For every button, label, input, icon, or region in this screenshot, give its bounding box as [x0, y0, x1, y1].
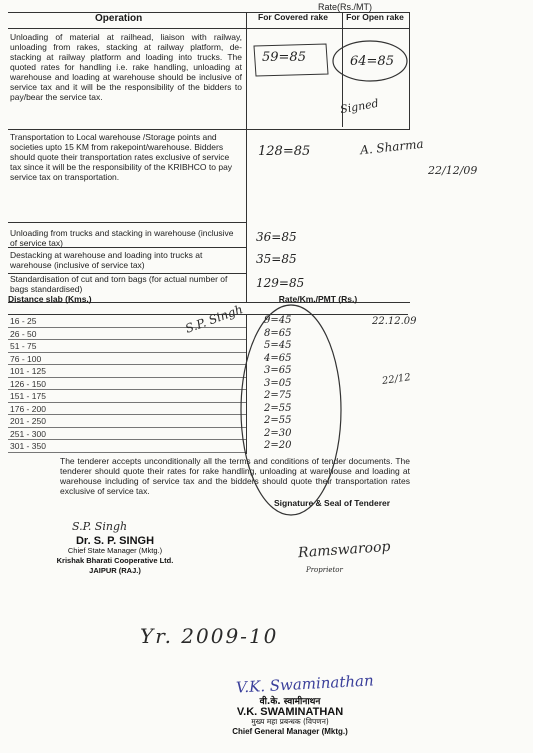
distance-rate-2: 8=65	[264, 327, 292, 339]
slab-row-divider	[8, 364, 246, 365]
operation-row-5-text: Standardisation of cut and torn bags (for actual number of bags standardised)	[10, 274, 228, 294]
distance-slab-9: 201 - 250	[10, 416, 46, 426]
slab-row-divider	[8, 402, 246, 403]
distance-rate-10: 2=30	[264, 427, 292, 439]
distance-rate-5: 3=65	[264, 365, 292, 376]
column-operation-header: Operation	[95, 13, 143, 24]
seal-bottom-designation: Chief General Manager (Mktg.)	[232, 727, 348, 736]
distance-rate-3: 5=45	[264, 340, 292, 351]
distance-rate-4: 4=65	[264, 352, 292, 364]
seal-place: JAIPUR (RAJ.)	[89, 566, 141, 575]
operation-row-4-text: Destacking at warehouse and loading into trucks at warehouse (inclusive of service tax)	[10, 250, 203, 270]
terms-text: The tenderer accepts unconditionally all the terms and conditions of tender documents. The tenderer should quote their rates for rake handling, unloading at warehouse and loading at warehouse including of service tax and the bidders should quote their transportation rates exclusive of service tax.	[60, 456, 410, 496]
tenderer-title: Proprietor	[306, 566, 343, 574]
column-open-header: For Open rake	[346, 12, 404, 22]
distance-slab-7: 151 - 175	[10, 391, 46, 401]
box-annotation-icon	[250, 40, 332, 80]
slab-row-divider	[8, 439, 246, 440]
operation-row-4-covered-rate: 35=85	[256, 252, 297, 266]
operation-row-3-covered-rate: 36=85	[256, 230, 297, 244]
slab-row-divider	[8, 414, 246, 415]
seal-bottom-name: V.K. SWAMINATHAN	[236, 706, 344, 718]
distance-slab-5: 101 - 125	[10, 366, 46, 376]
slab-row-divider	[8, 339, 246, 340]
margin-date-2: 22/12	[381, 372, 412, 387]
signature-date: 22/12/09	[428, 164, 478, 177]
column-covered-header: For Covered rake	[258, 12, 328, 22]
distance-rate-11: 2=20	[264, 440, 292, 451]
distance-rate-9: 2=55	[264, 415, 292, 426]
singh-signature: S.P. Singh	[72, 520, 128, 533]
seal-org: Krishak Bharati Cooperative Ltd.	[56, 556, 174, 565]
operation-row-1-text: Unloading of material at railhead, liaison with railway, unloading from rakes, stacking at railway platform, de-stacking at railway platform and loading into trucks. The quoted rates for handling i.e. rake handling, unloading at warehouse and loading at warehouse should be inclusive of service tax and it will be the responsibility of the bidders to pay/bear the service tax.	[10, 32, 242, 102]
distance-slab-8: 176 - 200	[10, 403, 46, 414]
tenderer-signature: Ramswaroop	[297, 538, 391, 562]
signature-seal-label: Signature & Seal of Tenderer	[274, 498, 391, 508]
seal-hindi-name: वी.के. स्वामीनाथन	[259, 697, 321, 707]
slab-row-divider	[8, 427, 246, 428]
distance-slab-10: 251 - 300	[10, 428, 46, 439]
rate-per-km-header: Rate/Km./PMT (Rs.)	[278, 294, 358, 304]
slab-row-divider	[8, 377, 246, 378]
swaminathan-seal	[200, 697, 380, 737]
slab-row-divider	[8, 389, 246, 390]
distance-slab-2: 26 - 50	[10, 328, 37, 339]
rate-caption: Rate(Rs./MT)	[318, 2, 372, 12]
margin-date: 22.12.09	[372, 316, 417, 327]
distance-rate-7: 2=75	[264, 390, 292, 401]
slab-row-divider	[8, 452, 246, 453]
circle-annotation-icon	[330, 36, 410, 86]
singh-seal	[50, 536, 180, 576]
operation-row-1-covered-rate: 59=85	[262, 50, 306, 65]
distance-slab-6: 126 - 150	[10, 378, 46, 389]
distance-slab-4: 76 - 100	[10, 353, 42, 364]
initials-signature: Signed	[339, 96, 380, 117]
operation-row-2-text: Transportation to Local warehouse /Storage points and societies upto 15 KM from rakepoint/warehouse. Bidders should quote their transportation rates exclusive of service tax since it will be the responsibility of the KRIBHCO to pay service tax on transportation.	[10, 132, 233, 182]
operation-row-1-open-rate: 64=85	[350, 54, 394, 69]
operation-row-3-text: Unloading from trucks and stacking in warehouse (inclusive of service tax)	[10, 228, 234, 248]
seal-designation: Chief State Manager (Mktg.)	[67, 546, 163, 555]
operation-row-2-covered-rate: 128=85	[258, 144, 311, 159]
distance-rate-8: 2=55	[264, 402, 292, 414]
seal-name: Dr. S. P. SINGH	[75, 535, 155, 547]
distance-slab-3: 51 - 75	[10, 341, 37, 351]
distance-slab-11: 301 - 350	[10, 441, 46, 451]
distance-slab-header: Distance slab (Kms.)	[8, 294, 92, 304]
swaminathan-signature: V.K. Swaminathan	[235, 671, 375, 697]
distance-rate-1: 9=45	[264, 315, 292, 326]
margin-signature: S.P. Singh	[183, 302, 245, 336]
distance-slab-table	[8, 314, 408, 454]
handwritten-year: Yr. 2009-10	[140, 624, 279, 648]
seal-hindi-designation: मुख्य महा प्रबन्धक (विपणन)	[251, 717, 329, 726]
slab-row-divider	[8, 352, 246, 353]
operation-row-5-covered-rate: 129=85	[256, 276, 305, 290]
distance-slab-1: 16 - 25	[10, 316, 37, 326]
distance-rate-6: 3=05	[264, 377, 292, 389]
signature-a-sharma: A. Sharma	[359, 136, 425, 158]
